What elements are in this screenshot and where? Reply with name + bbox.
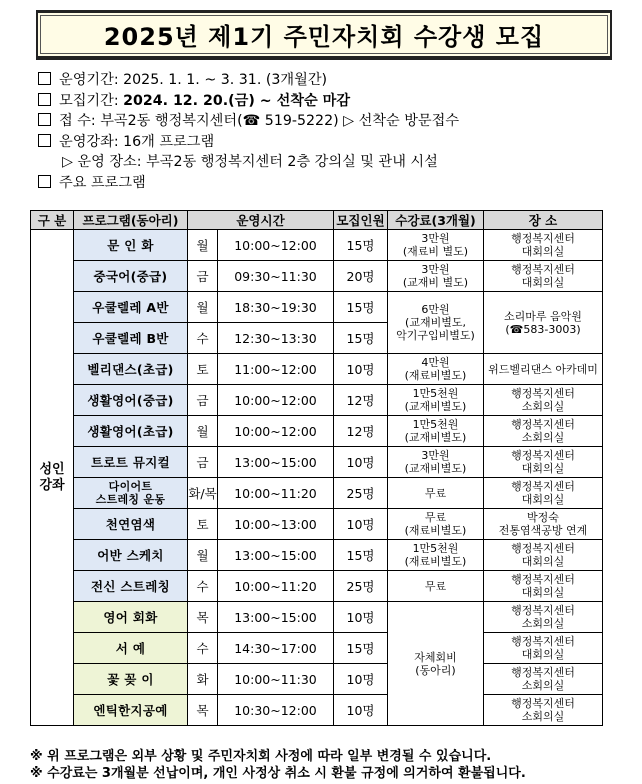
table-row xyxy=(31,695,603,726)
table-row xyxy=(31,416,603,447)
program-fee: 1만5천원 (교재비별도) xyxy=(388,416,484,447)
table-row xyxy=(31,385,603,416)
program-fee: 3만원 (교재비 별도) xyxy=(388,261,484,292)
program-name: 꽃 꽂 이 xyxy=(74,664,188,695)
program-time: 09:30~11:30 xyxy=(218,261,334,292)
program-name: 다이어트 스트레칭 운동 xyxy=(74,478,188,509)
program-name: 생활영어(중급) xyxy=(74,385,188,416)
program-day: 금 xyxy=(188,261,218,292)
table-row xyxy=(31,664,603,695)
program-capacity: 20명 xyxy=(334,261,388,292)
program-capacity: 15명 xyxy=(334,323,388,354)
program-capacity: 10명 xyxy=(334,354,388,385)
program-place: 행정복지센터 소회의실 xyxy=(484,602,603,633)
category-cell: 성인 강좌 xyxy=(31,230,74,726)
table-row xyxy=(31,509,603,540)
table-header xyxy=(31,211,603,230)
program-fee: 3만원 (재료비 별도) xyxy=(388,230,484,261)
program-day: 월 xyxy=(188,416,218,447)
program-capacity: 12명 xyxy=(334,416,388,447)
program-fee: 1만5천원 (재료비별도) xyxy=(388,540,484,571)
info-main: 주요 프로그램 xyxy=(38,173,459,194)
table-row xyxy=(31,261,603,292)
program-time: 10:00~11:20 xyxy=(218,571,334,602)
program-day: 월 xyxy=(188,292,218,323)
table-row xyxy=(31,354,603,385)
header-capacity: 모집인원 xyxy=(334,211,388,230)
header-category: 구 분 xyxy=(31,211,74,230)
program-fee: 6만원 (교재비별도, 악기구입비별도) xyxy=(388,292,484,354)
table-row xyxy=(31,230,603,261)
program-place: 위드벨리댄스 아카데미 xyxy=(484,354,603,385)
program-fee: 자체회비 (동아리) xyxy=(388,602,484,726)
program-day: 목 xyxy=(188,602,218,633)
info-recruit: 모집기간: 2024. 12. 20.(금) ~ 선착순 마감 xyxy=(38,91,459,112)
table-row xyxy=(31,447,603,478)
program-fee: 1만5천원 (교재비별도) xyxy=(388,385,484,416)
checkbox-icon xyxy=(38,175,51,188)
program-place: 행정복지센터 소회의실 xyxy=(484,416,603,447)
program-table xyxy=(30,210,603,726)
checkbox-icon xyxy=(38,93,51,106)
note-1: ※ 위 프로그램은 외부 상황 및 주민자치회 사정에 따라 일부 변경될 수 있습니다. xyxy=(30,749,492,764)
program-place: 박정숙 전통염색공방 연계 xyxy=(484,509,603,540)
program-time: 11:00~12:00 xyxy=(218,354,334,385)
program-fee: 4만원 (재료비별도) xyxy=(388,354,484,385)
program-name: 중국어(중급) xyxy=(74,261,188,292)
program-day: 토 xyxy=(188,509,218,540)
program-time: 13:00~15:00 xyxy=(218,540,334,571)
checkbox-icon xyxy=(38,72,51,85)
program-name: 서 예 xyxy=(74,633,188,664)
table-row xyxy=(31,571,603,602)
note-2: ※ 수강료는 3개월분 선납이며, 개인 사정상 취소 시 환불 규정에 의거하여 환불됩니다. xyxy=(30,766,526,781)
program-time: 10:00~13:00 xyxy=(218,509,334,540)
program-place: 행정복지센터 대회의실 xyxy=(484,571,603,602)
program-fee: 무료 (재료비별도) xyxy=(388,509,484,540)
page-title: 2025년 제1기 주민자치회 수강생 모집 xyxy=(103,23,545,51)
info-section xyxy=(38,70,459,193)
notes xyxy=(30,748,526,782)
program-name: 생활영어(초급) xyxy=(74,416,188,447)
program-time: 10:00~11:30 xyxy=(218,664,334,695)
program-fee: 3만원 (교재비별도) xyxy=(388,447,484,478)
info-courses: 운영강좌: 16개 프로그램 xyxy=(38,132,459,153)
program-capacity: 15명 xyxy=(334,633,388,664)
checkbox-icon xyxy=(38,134,51,147)
program-capacity: 15명 xyxy=(334,540,388,571)
program-place: 행정복지센터 대회의실 xyxy=(484,230,603,261)
program-time: 13:00~15:00 xyxy=(218,447,334,478)
program-name: 천연염색 xyxy=(74,509,188,540)
program-day: 수 xyxy=(188,633,218,664)
program-capacity: 25명 xyxy=(334,571,388,602)
header-place: 장 소 xyxy=(484,211,603,230)
program-fee: 무료 xyxy=(388,571,484,602)
program-name: 영어 회화 xyxy=(74,602,188,633)
program-place: 행정복지센터 대회의실 xyxy=(484,633,603,664)
table-row xyxy=(31,540,603,571)
program-place: 행정복지센터 대회의실 xyxy=(484,447,603,478)
program-time: 12:30~13:30 xyxy=(218,323,334,354)
table-row xyxy=(31,633,603,664)
program-time: 18:30~19:30 xyxy=(218,292,334,323)
program-day: 수 xyxy=(188,323,218,354)
table-row xyxy=(31,602,603,633)
program-time: 13:00~15:00 xyxy=(218,602,334,633)
program-capacity: 12명 xyxy=(334,385,388,416)
program-day: 목 xyxy=(188,695,218,726)
program-day: 수 xyxy=(188,571,218,602)
program-place: 행정복지센터 대회의실 xyxy=(484,261,603,292)
header-program: 프로그램(동아리) xyxy=(74,211,188,230)
program-place: 행정복지센터 소회의실 xyxy=(484,695,603,726)
program-name: 트로트 뮤지컬 xyxy=(74,447,188,478)
program-day: 금 xyxy=(188,447,218,478)
program-place: 소리마루 음악원 (☎583-3003) xyxy=(484,292,603,354)
header-fee: 수강료(3개월) xyxy=(388,211,484,230)
program-capacity: 15명 xyxy=(334,292,388,323)
header-time: 운영시간 xyxy=(188,211,334,230)
program-day: 화/목 xyxy=(188,478,218,509)
info-place: ▷ 운영 장소: 부곡2동 행정복지센터 2층 강의실 및 관내 시설 xyxy=(62,154,438,170)
program-capacity: 10명 xyxy=(334,695,388,726)
program-place: 행정복지센터 대회의실 xyxy=(484,478,603,509)
program-name: 엔틱한지공예 xyxy=(74,695,188,726)
program-time: 10:00~12:00 xyxy=(218,385,334,416)
program-capacity: 10명 xyxy=(334,664,388,695)
program-name: 문 인 화 xyxy=(74,230,188,261)
program-day: 월 xyxy=(188,230,218,261)
program-capacity: 10명 xyxy=(334,509,388,540)
checkbox-icon xyxy=(38,113,51,126)
program-day: 금 xyxy=(188,385,218,416)
program-capacity: 25명 xyxy=(334,478,388,509)
program-capacity: 10명 xyxy=(334,447,388,478)
title-banner xyxy=(36,10,612,60)
program-capacity: 10명 xyxy=(334,602,388,633)
program-place: 행정복지센터 소회의실 xyxy=(484,385,603,416)
program-day: 화 xyxy=(188,664,218,695)
program-name: 전신 스트레칭 xyxy=(74,571,188,602)
program-name: 어반 스케치 xyxy=(74,540,188,571)
program-name: 우쿨렐레 A반 xyxy=(74,292,188,323)
program-day: 토 xyxy=(188,354,218,385)
program-time: 10:30~12:00 xyxy=(218,695,334,726)
program-name: 우쿨렐레 B반 xyxy=(74,323,188,354)
program-day: 월 xyxy=(188,540,218,571)
info-reception: 접 수: 부곡2동 행정복지센터(☎ 519-5222) ▷ 선착순 방문접수 xyxy=(38,111,459,132)
table-row xyxy=(31,292,603,323)
program-capacity: 15명 xyxy=(334,230,388,261)
program-time: 14:30~17:00 xyxy=(218,633,334,664)
program-place: 행정복지센터 소회의실 xyxy=(484,664,603,695)
table-row xyxy=(31,478,603,509)
program-time: 10:00~12:00 xyxy=(218,230,334,261)
program-place: 행정복지센터 대회의실 xyxy=(484,540,603,571)
program-name: 벨리댄스(초급) xyxy=(74,354,188,385)
program-fee: 무료 xyxy=(388,478,484,509)
program-time: 10:00~12:00 xyxy=(218,416,334,447)
info-period: 운영기간: 2025. 1. 1. ~ 3. 31. (3개월간) xyxy=(38,70,459,91)
program-time: 10:00~11:20 xyxy=(218,478,334,509)
